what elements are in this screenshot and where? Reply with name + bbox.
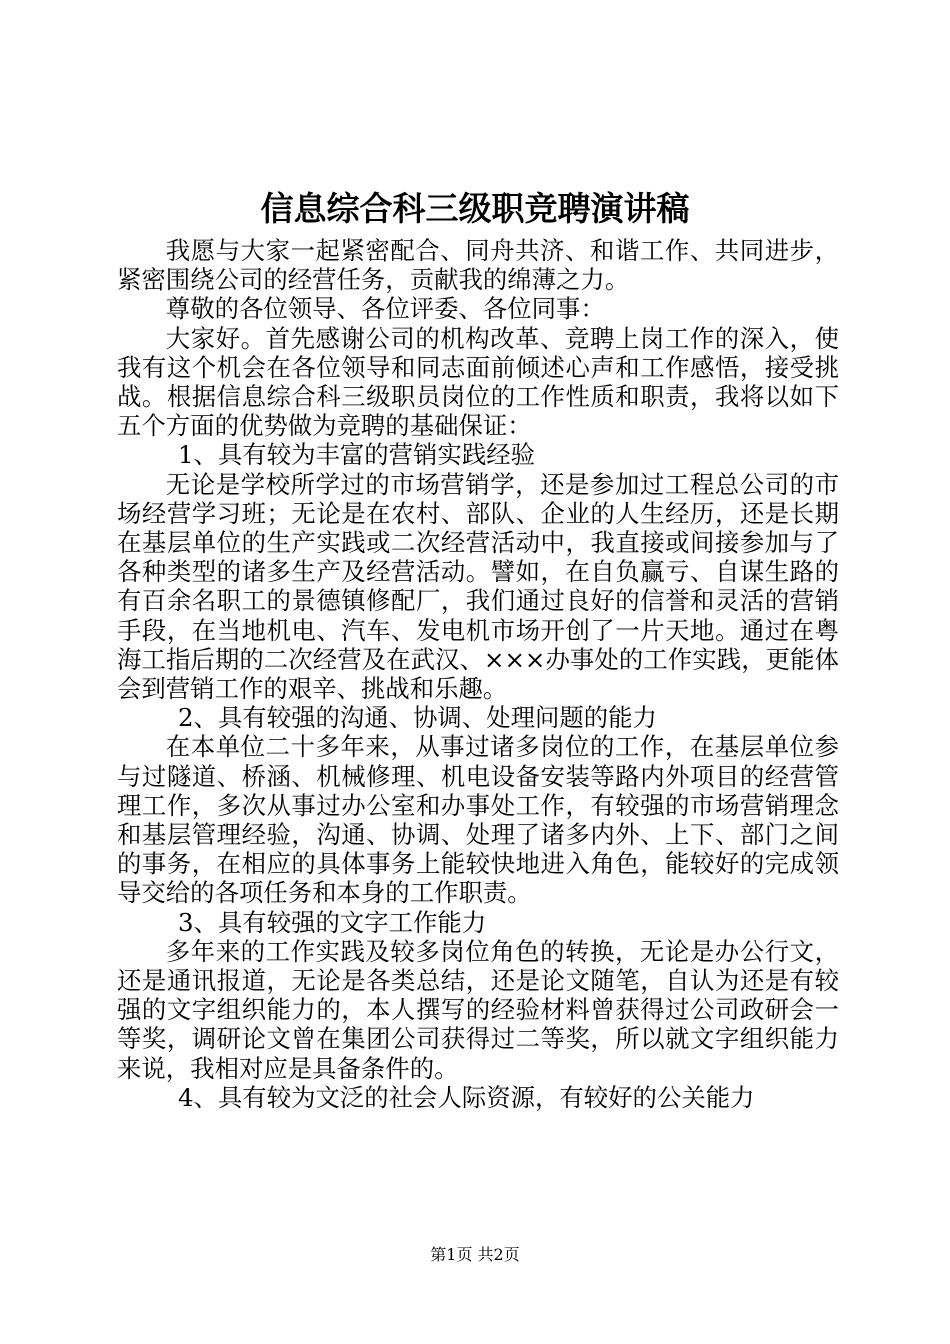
section-heading-3: 3、具有较强的文字工作能力 <box>178 907 487 937</box>
paragraph-section-1: 无论是学校所学过的市场营销学，还是参加过工程总公司的市场经营学习班；无论是在农村、部队、企业的人生经历，还是长期在基层单位的生产实践或二次经营活动中，我直接或间接参加与了各种类型的诸多生产及经营活动。譬如，在自负赢亏、自谋生路的有百余名职工的景德镇修配厂，我们通过良好的信誉和灵活的营销手段，在当地机电、汽车、发电机市场开创了一片天地。通过在粤海工指后期的二次经营及在武汉、×××办事处的工作实践，更能体会到营销工作的艰辛、挑战和乐趣。 <box>117 469 839 704</box>
document-title: 信息综合科三级职竞聘演讲稿 <box>260 189 690 228</box>
paragraph-intro: 我愿与大家一起紧密配合、同舟共济、和谐工作、共同进步，紧密围绕公司的经营任务，贡献我的绵薄之力。 <box>117 236 839 295</box>
section-heading-2: 2、具有较强的沟通、协调、处理问题的能力 <box>178 703 657 733</box>
paragraph-greeting: 大家好。首先感谢公司的机构改革、竞聘上岗工作的深入，使我有这个机会在各位领导和同志面前倾述心声和工作感悟，接受挑战。根据信息综合科三级职员岗位的工作性质和职责，我将以如下五个方面的优势做为竞聘的基础保证： <box>117 323 839 441</box>
paragraph-section-3: 多年来的工作实践及较多岗位角色的转换，无论是办公行文，还是通讯报道，无论是各类总结，还是论文随笔，自认为还是有较强的文字组织能力的，本人撰写的经验材料曾获得过公司政研会一等奖，调研论文曾在集团公司获得过二等奖，所以就文字组织能力来说，我相对应是具备条件的。 <box>117 936 839 1083</box>
paragraph-salutation: 尊敬的各位领导、各位评委、各位同事： <box>165 294 605 324</box>
paragraph-section-2: 在本单位二十多年来，从事过诸多岗位的工作，在基层单位参与过隧道、桥涵、机械修理、机电设备安装等路内外项目的经营管理工作，多次从事过办公室和办事处工作，有较强的市场营销理念和基层管理经验，沟通、协调、处理了诸多内外、上下、部门之间的事务，在相应的具体事务上能较快地进入角色，能较好的完成领导交给的各项任务和本身的工作职责。 <box>117 732 839 908</box>
section-heading-1: 1、具有较为丰富的营销实践经验 <box>178 440 535 470</box>
page-footer: 第1页 共2页 <box>430 1245 520 1264</box>
section-heading-4: 4、具有较为文泛的社会人际资源，有较好的公关能力 <box>178 1082 755 1112</box>
document-body <box>117 236 839 1112</box>
